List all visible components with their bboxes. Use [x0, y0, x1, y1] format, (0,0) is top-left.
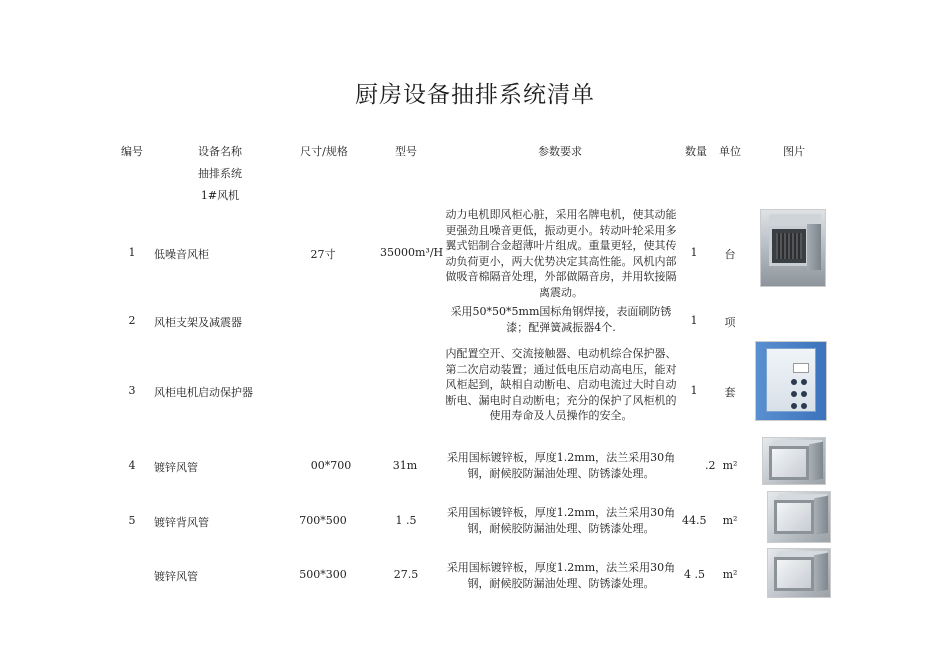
row-requirements: 采用国标镀锌板，厚度1.2mm，法兰采用30角钢，耐候胶防漏油处理、防锈漆处理。	[446, 506, 676, 535]
row-qty: 1	[690, 314, 698, 327]
row-name: 低噪音风柜	[154, 248, 209, 261]
header-requirements: 参数要求	[538, 145, 582, 158]
row-model: 1 .5	[395, 514, 417, 527]
row-qty: 44.5	[682, 514, 707, 527]
row-size: 500*300	[299, 568, 347, 581]
row-requirements: 采用国标镀锌板，厚度1.2mm，法兰采用30角钢，耐候胶防漏油处理、防锈漆处理。	[446, 451, 676, 480]
row-no: 2	[128, 314, 136, 327]
row-no: 3	[128, 384, 136, 397]
section-sub: 1#风机	[200, 189, 240, 202]
row-qty: 1	[690, 246, 698, 259]
duct-image	[767, 548, 831, 598]
row-size: 27寸	[310, 248, 336, 261]
row-model: 27.5	[393, 568, 419, 581]
page-title: 厨房设备抽排系统清单	[355, 82, 595, 108]
header-unit: 单位	[719, 145, 741, 158]
row-no: 4	[128, 459, 136, 472]
row-unit: m²	[722, 568, 738, 581]
section-system: 抽排系统	[198, 167, 242, 180]
row-size: 00*700	[310, 459, 352, 472]
header-size: 尺寸/规格	[300, 145, 348, 158]
header-picture: 图片	[783, 145, 805, 158]
row-requirements: 动力电机即风柜心脏，采用名牌电机，使其动能更强劲且噪音更低，振动更小。转动叶轮采用多翼式铝制合金超薄叶片组成。重量更轻，使其传动负荷更小，两大优势决定其高性能。风机内部做吸音棉隔音处理，外部做隔音房，并用软接隔离震动。	[445, 208, 677, 299]
row-qty: 4 .5	[684, 568, 705, 581]
row-model: 31m	[392, 459, 418, 472]
row-unit: m²	[722, 459, 738, 472]
row-unit: 项	[724, 316, 736, 329]
duct-image	[767, 491, 831, 543]
header-no: 编号	[121, 145, 143, 158]
row-qty: .2	[705, 459, 716, 472]
duct-image	[762, 437, 826, 485]
row-model: 35000m³/H	[380, 246, 444, 259]
row-name: 风柜支架及减震器	[154, 316, 242, 329]
fan-cabinet-image	[760, 209, 826, 287]
row-name: 镀锌风管	[154, 461, 198, 474]
row-requirements: 内配置空开、交流接触器、电动机综合保护器、第二次启动装置；通过低电压启动高电压，能对风柜起到，缺相自动断电、启动电流过大时自动断电、漏电时自动断电；充分的保护了风柜机的使用寿命及人员操作的安全。	[445, 347, 677, 422]
row-qty: 1	[690, 384, 698, 397]
row-unit: m²	[722, 514, 738, 527]
header-model: 型号	[395, 145, 417, 158]
row-name: 风柜电机启动保护器	[154, 386, 253, 399]
header-qty: 数量	[685, 145, 707, 158]
row-requirements: 采用50*50*5mm国标角钢焊接，表面刷防锈漆；配弹簧减振器4个.	[450, 305, 672, 334]
row-requirements: 采用国标镀锌板，厚度1.2mm，法兰采用30角钢，耐候胶防漏油处理、防锈漆处理。	[446, 561, 676, 590]
row-no: 5	[128, 514, 136, 527]
header-name: 设备名称	[198, 145, 242, 158]
row-name: 镀锌风管	[154, 570, 198, 583]
row-no: 1	[128, 246, 136, 259]
row-unit: 台	[724, 248, 736, 261]
row-name: 镀锌背风管	[154, 516, 209, 529]
row-size: 700*500	[299, 514, 347, 527]
row-unit: 套	[724, 386, 736, 399]
control-cabinet-image	[755, 341, 827, 421]
